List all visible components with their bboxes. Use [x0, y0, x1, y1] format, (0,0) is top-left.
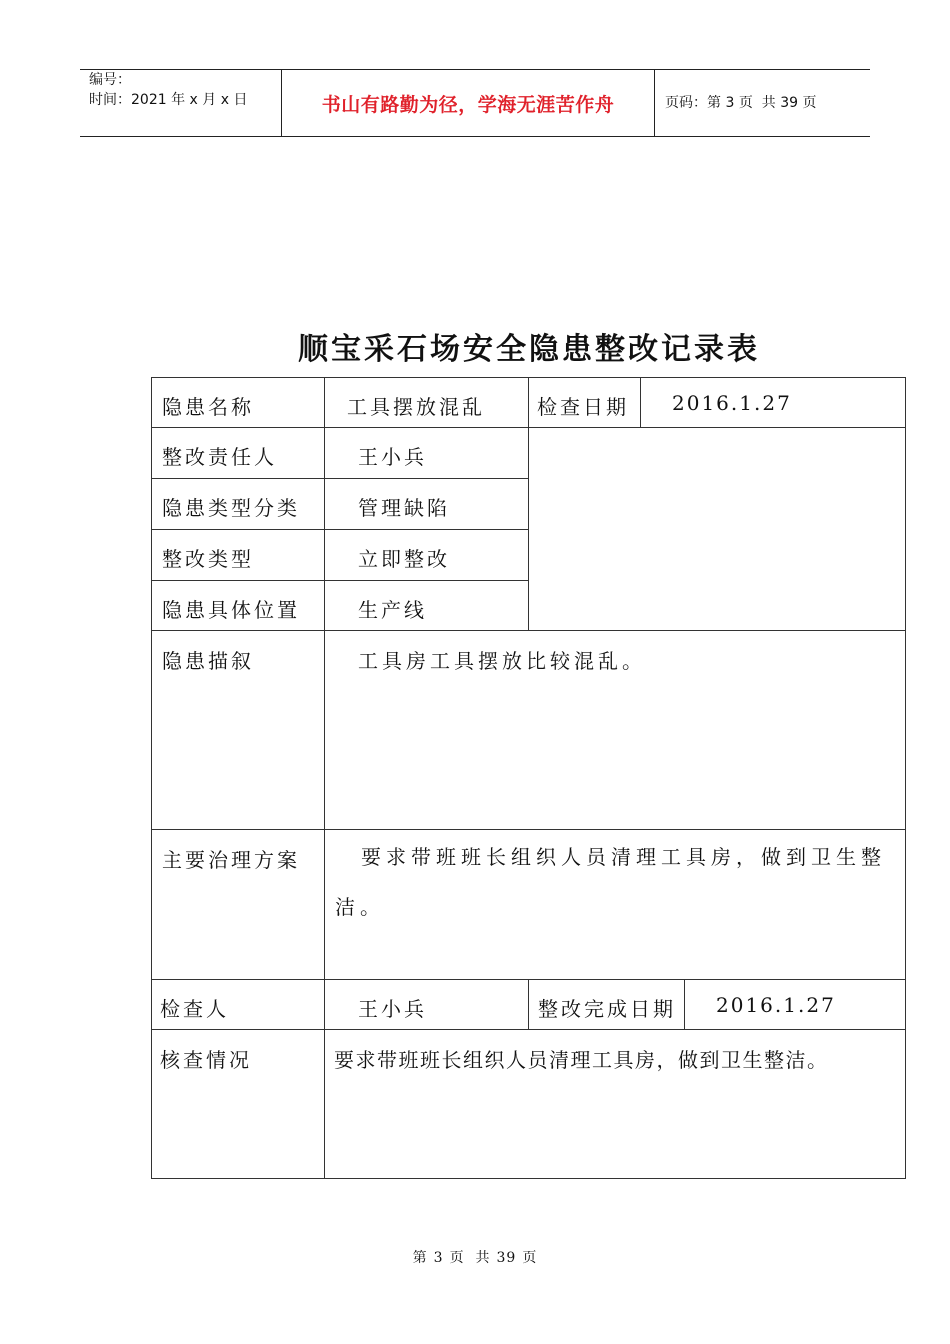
header-bottom-rule [80, 136, 870, 137]
inspection-date-value: 2016.1.27 [672, 391, 792, 415]
description-label: 隐患描叙 [162, 649, 254, 673]
plan-label: 主要治理方案 [162, 848, 300, 872]
inspector-label-cell [151, 979, 325, 1030]
completion-date-label-cell [528, 979, 685, 1030]
verification-cell [324, 1029, 906, 1179]
verification-label-cell [151, 1029, 325, 1179]
location-label: 隐患具体位置 [162, 598, 300, 622]
header-number-label: 编号： [89, 72, 131, 88]
rectify-type-label: 整改类型 [162, 547, 254, 571]
hazard-name-cell [324, 377, 529, 428]
description-value: 工具房工具摆放比较混乱。 [358, 649, 646, 673]
rectify-type-value: 立即整改 [358, 547, 450, 571]
hazard-category-label-cell [151, 478, 325, 530]
header-page-suffix: 页 [802, 95, 817, 111]
plan-label-cell [151, 829, 325, 980]
hazard-category-value: 管理缺陷 [358, 496, 450, 520]
inspection-date-cell [640, 377, 906, 428]
location-label-cell [151, 580, 325, 631]
inspector-value: 王小兵 [358, 997, 427, 1021]
header-page-indicator [665, 92, 816, 112]
rectify-type-label-cell [151, 529, 325, 581]
footer-suffix: 页 [522, 1250, 538, 1266]
page-footer [0, 1247, 950, 1267]
header-meta [89, 70, 247, 110]
verification-value: 要求带班班长组织人员清理工具房，做到卫生整洁。 [334, 1048, 829, 1072]
footer-total: 39 [496, 1250, 517, 1266]
responsible-value: 王小兵 [358, 445, 427, 469]
verification-label: 核查情况 [160, 1048, 252, 1072]
footer-prefix: 第 [412, 1250, 428, 1266]
header-divider-right [654, 69, 655, 136]
hazard-category-cell [324, 478, 529, 530]
header-page-total: 39 [780, 95, 799, 111]
inspector-cell [324, 979, 529, 1030]
footer-current: 3 [433, 1250, 444, 1266]
hazard-name-label-cell [151, 377, 325, 428]
location-cell [324, 580, 529, 631]
description-cell [324, 630, 906, 830]
footer-mid: 页 共 [449, 1250, 491, 1266]
document-title: 顺宝采石场安全隐患整改记录表 [298, 332, 760, 367]
description-label-cell [151, 630, 325, 830]
completion-date-value: 2016.1.27 [716, 993, 836, 1017]
completion-date-label: 整改完成日期 [538, 997, 676, 1021]
inspection-date-label-cell [528, 377, 641, 428]
responsible-label: 整改责任人 [162, 445, 277, 469]
header-page-mid: 页 共 [738, 95, 776, 111]
location-value: 生产线 [358, 598, 427, 622]
responsible-cell [324, 427, 529, 479]
responsible-label-cell [151, 427, 325, 479]
header-motto: 书山有路勤为径，学海无涯苦作舟 [321, 94, 615, 116]
inspection-date-label: 检查日期 [537, 395, 629, 419]
inspector-label: 检查人 [160, 997, 229, 1021]
plan-cell [324, 829, 906, 980]
header-page-prefix: 页码：第 [665, 95, 721, 111]
blank-merged-cell [528, 427, 906, 631]
header-date-line: 时间：2021 年 x 月 x 日 [89, 92, 248, 108]
completion-date-cell [684, 979, 906, 1030]
header-page-current: 3 [725, 95, 735, 111]
hazard-name-value: 工具摆放混乱 [347, 395, 485, 419]
hazard-category-label: 隐患类型分类 [162, 496, 300, 520]
plan-value: 要求带班班长组织人员清理工具房，做到卫生整洁。 [335, 845, 886, 919]
hazard-name-label: 隐患名称 [162, 395, 254, 419]
rectify-type-cell [324, 529, 529, 581]
